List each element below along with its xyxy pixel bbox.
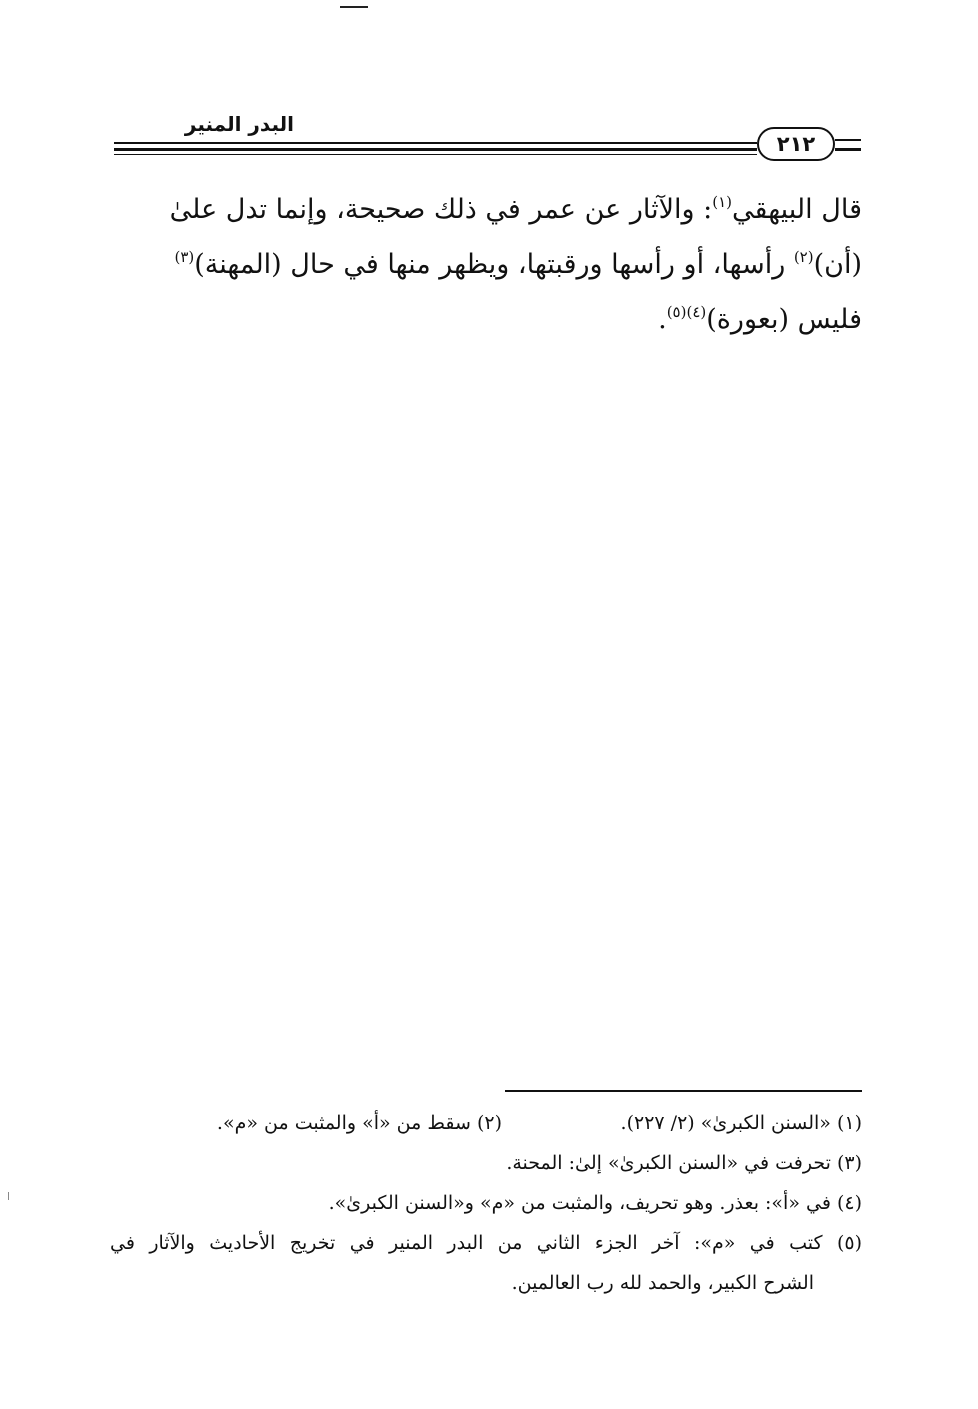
body-line <box>114 237 862 292</box>
footnote-marker: (١) <box>712 193 733 211</box>
footnote-marker: (٢) <box>793 248 814 266</box>
body-text-segment: (أن) <box>813 249 862 280</box>
footnote-marker: (٣) <box>174 248 195 266</box>
footnote-2: (٢) سقط من «أ» والمثبت من «م». <box>216 1112 502 1134</box>
header-rule-thick <box>114 148 757 151</box>
body-line <box>114 292 862 347</box>
body-text-segment: فليس (بعورة) <box>706 304 862 335</box>
footnote-3: (٣) تحرفت في «السنن الكبرىٰ» إلىٰ: المحنة. <box>506 1152 862 1174</box>
footnotes <box>110 1103 862 1303</box>
header-tail-rule-thick <box>835 148 861 151</box>
header-rule <box>114 142 757 144</box>
body-text-segment: قال البيهقي <box>732 194 862 225</box>
footnote-separator <box>505 1090 862 1092</box>
body-text-segment: رأسها، أو رأسها ورقبتها، ويظهر منها في حال (المهنة) <box>194 249 794 280</box>
footnote-marker: (٤) <box>686 303 707 321</box>
header-rule-thin <box>114 154 757 155</box>
scan-edge-mark <box>8 1192 9 1200</box>
body-text-segment: : والآثار عن عمر في ذلك صحيحة، وإنما تدل علىٰ <box>169 194 713 225</box>
footnote-4: (٤) في «أ»: بعذر. وهو تحريف، والمثبت من «م» و«السنن الكبرىٰ». <box>328 1192 862 1214</box>
top-edge-mark <box>340 6 368 8</box>
footnote-marker: (٥) <box>666 303 687 321</box>
main-text <box>114 182 862 347</box>
footnote-5-continuation: الشرح الكبير، والحمد لله رب العالمين. <box>511 1272 814 1294</box>
header-tail-rule <box>835 139 861 141</box>
running-title: البدر المنير <box>184 112 294 136</box>
footnote-row <box>110 1103 862 1143</box>
footnote-5: (٥) كتب في «م»: آخر الجزء الثاني من البدر المنير في تخريج الأحاديث والآثار في <box>110 1232 862 1254</box>
page-number: ٢١٢ <box>757 127 835 161</box>
body-text-segment: . <box>658 304 667 335</box>
body-line <box>114 182 862 237</box>
footnote-1: (١) «السنن الكبرىٰ» (٢/ ٢٢٧). <box>620 1112 862 1134</box>
